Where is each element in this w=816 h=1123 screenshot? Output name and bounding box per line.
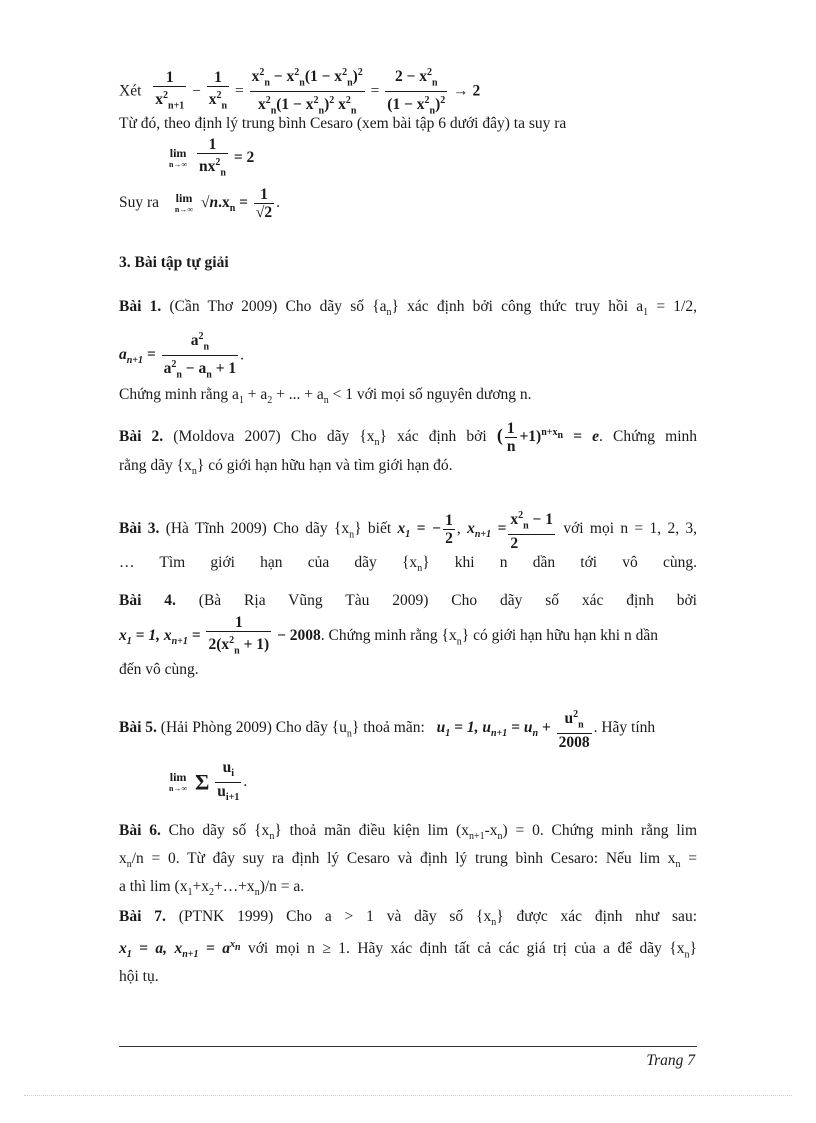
problem-5: Bài 5. (Hải Phòng 2009) Cho dãy $\{u_n\}$ thoả mãn: $u_1 = 1$, $u_{n+1} = u_n$ + $\frac{u^2_n}{2008}$ . Hãy tính lim n→∞ Σ $\frac{u_i}{u_{i+1}}$ . — [119, 706, 697, 806]
problem-6: Bài 6. Cho dãy số $\{x_n\}$ thoả mãn điều kiện $\lim (x_{n+1}-x_n) = 0$. Chứng minh rằng lim $x_n/n = 0$. Từ đây suy ra định lý Cesaro và định lý trung bình Cesaro: Nếu $\lim x_n$ = a thì $\lim (x_1+x_2+\dots+x_n)/n = a$. — [119, 822, 698, 899]
cesaro-text: Từ đó, theo định lý trung bình Cesaro (xem bài tập 6 dưới đây) ta suy ra — [119, 115, 567, 132]
problem-2: Bài 2. (Moldova 2007) Cho dãy $\{x_n\}$ xác định bởi ( $\frac{1}{n}$ +1)$^{n+x_n}$ = e. Chứng minh rằng dãy $\{x_n\}$ có giới hạn hữu hạn và tìm giới hạn đó. — [119, 420, 698, 478]
limit-formula-2: Suy ra lim n→∞ $√n.x_n$ = $\frac{1}{√2}$ . — [119, 186, 281, 221]
intro-formula-line: Xét $\frac{1}{x^2_{n+1}}$ − $\frac{1}{x^2_n}$ = $\frac{x^2_n - x^2_n(1 - x^2_n)^2}{x^2_n(1 - x^2_n)^2 x^2_n}$ = $\frac{2 - x^2_n}{(1 - x^2_n)^2}$ → 2 — [119, 64, 697, 120]
page-number: Trang 7 — [646, 1052, 695, 1069]
section-title: 3. Bài tập tự giải — [119, 254, 229, 271]
xet-label: Xét — [119, 82, 142, 100]
problem-7: Bài 7. (PTNK 1999) Cho a > 1 và dãy số $\{x_n\}$ được xác định như sau: $x_1 = a$, $x_{n+1} = a^{x_n}$ với mọi n ≥ 1. Hãy xác định tất cả các giá trị của a để dãy $\{x_n\}$ hội tụ. — [119, 908, 697, 986]
page-bottom-border — [24, 1095, 792, 1096]
problem-3: Bài 3. (Hà Tĩnh 2009) Cho dãy $\{x_n\}$ biết $x_1$ = − $\frac{1}{2}$ , $x_{n+1}$ = $\frac{x^2_n - 1}{2}$ với mọi n = 1, 2, 3, … Tìm giới hạn của dãy $\{x_n\}$ khi n dần tới vô cùng. — [119, 507, 697, 580]
footer-divider — [119, 1046, 697, 1047]
problem-1: Bài 1. (Cần Thơ 2009) Cho dãy số $\{a_n\}$ xác định bởi công thức truy hồi $a_1 = 1/2$, $a_{n+1}$ = $\frac{a^2_n}{a^2_n - a_n + 1}$ . Chứng minh rằng $a_1 + a_2$ + ... + $a_n < 1$ với mọi số nguyên dương n. — [119, 298, 697, 406]
formula-xet: $\frac{1}{x^2_{n+1}}$ — [155, 69, 185, 112]
limit-formula-1: lim n→∞ $\frac{1}{nx^2_n}$ = 2 — [169, 136, 255, 179]
suy-ra-label: Suy ra — [119, 194, 160, 212]
problem-4: Bài 4. (Bà Rịa Vũng Tàu 2009) Cho dãy số xác định bởi $x_1 = 1$, $x_{n+1}$ = $\frac{1}{2(x^2_n + 1)}$ − 2008. Chứng minh rằng $\{x_n\}$ có giới hạn hữu hạn khi n dần đến vô cùng. — [119, 592, 697, 679]
